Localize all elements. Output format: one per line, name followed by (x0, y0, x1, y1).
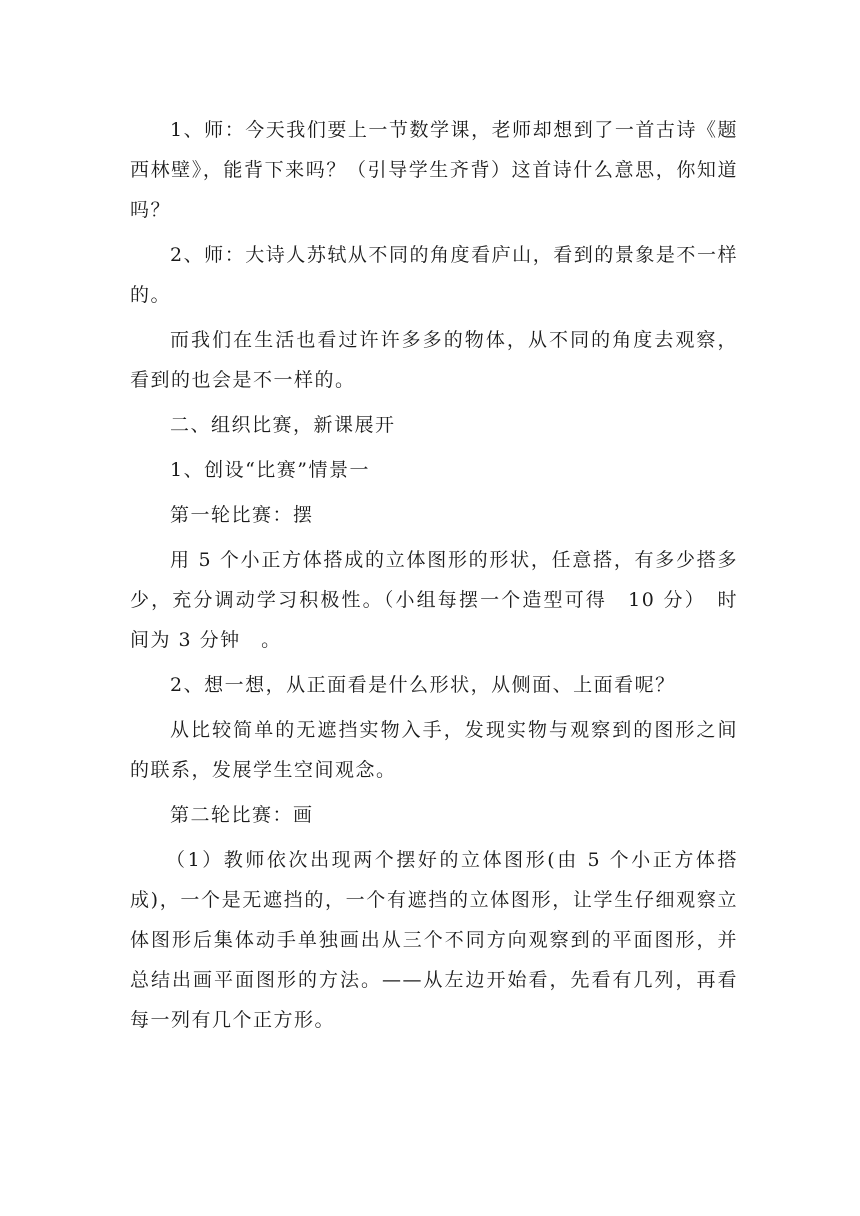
section-heading-competition: 二、组织比赛，新课展开 (170, 414, 396, 436)
subheading-scenario-one: 1、创设“比赛”情景一 (170, 459, 371, 481)
paragraph-su-shi: 2、师：大诗人苏轼从不同的角度看庐山，看到的景象是不一样的。 (130, 244, 738, 306)
round-two-title: 第二轮比赛：画 (170, 804, 314, 826)
paragraph-observe-objects: 而我们在生活也看过许许多多的物体，从不同的角度去观察，看到的也会是不一样的。 (130, 329, 738, 391)
paragraph-intro-poem: 1、师：今天我们要上一节数学课，老师却想到了一首古诗《题西林壁》，能背下来吗？（引导学生齐背）这首诗什么意思，你知道吗？ (130, 119, 738, 221)
paragraph-spatial-concept: 从比较简单的无遮挡实物入手，发现实物与观察到的图形之间的联系，发展学生空间观念。 (130, 719, 738, 781)
round-one-title: 第一轮比赛：摆 (170, 504, 314, 526)
paragraph-round-one-task: 用 5 个小正方体搭成的立体图形的形状，任意搭，有多少搭多少，充分调动学习积极性。（小组每摆一个造型可得 10 分） 时间为 3 分钟 。 (130, 549, 738, 651)
paragraph-think-views: 2、想一想，从正面看是什么形状，从侧面、上面看呢？ (170, 674, 676, 696)
paragraph-round-two-task: （1）教师依次出现两个摆好的立体图形(由 5 个小正方体搭成)，一个是无遮挡的，一个有遮挡的立体图形，让学生仔细观察立体图形后集体动手单独画出从三个不同方向观察到的平面图形，并总结出画平面图形的方法。——从左边开始看，先看有几列，再看每一列有几个正方形。 (130, 849, 738, 1031)
